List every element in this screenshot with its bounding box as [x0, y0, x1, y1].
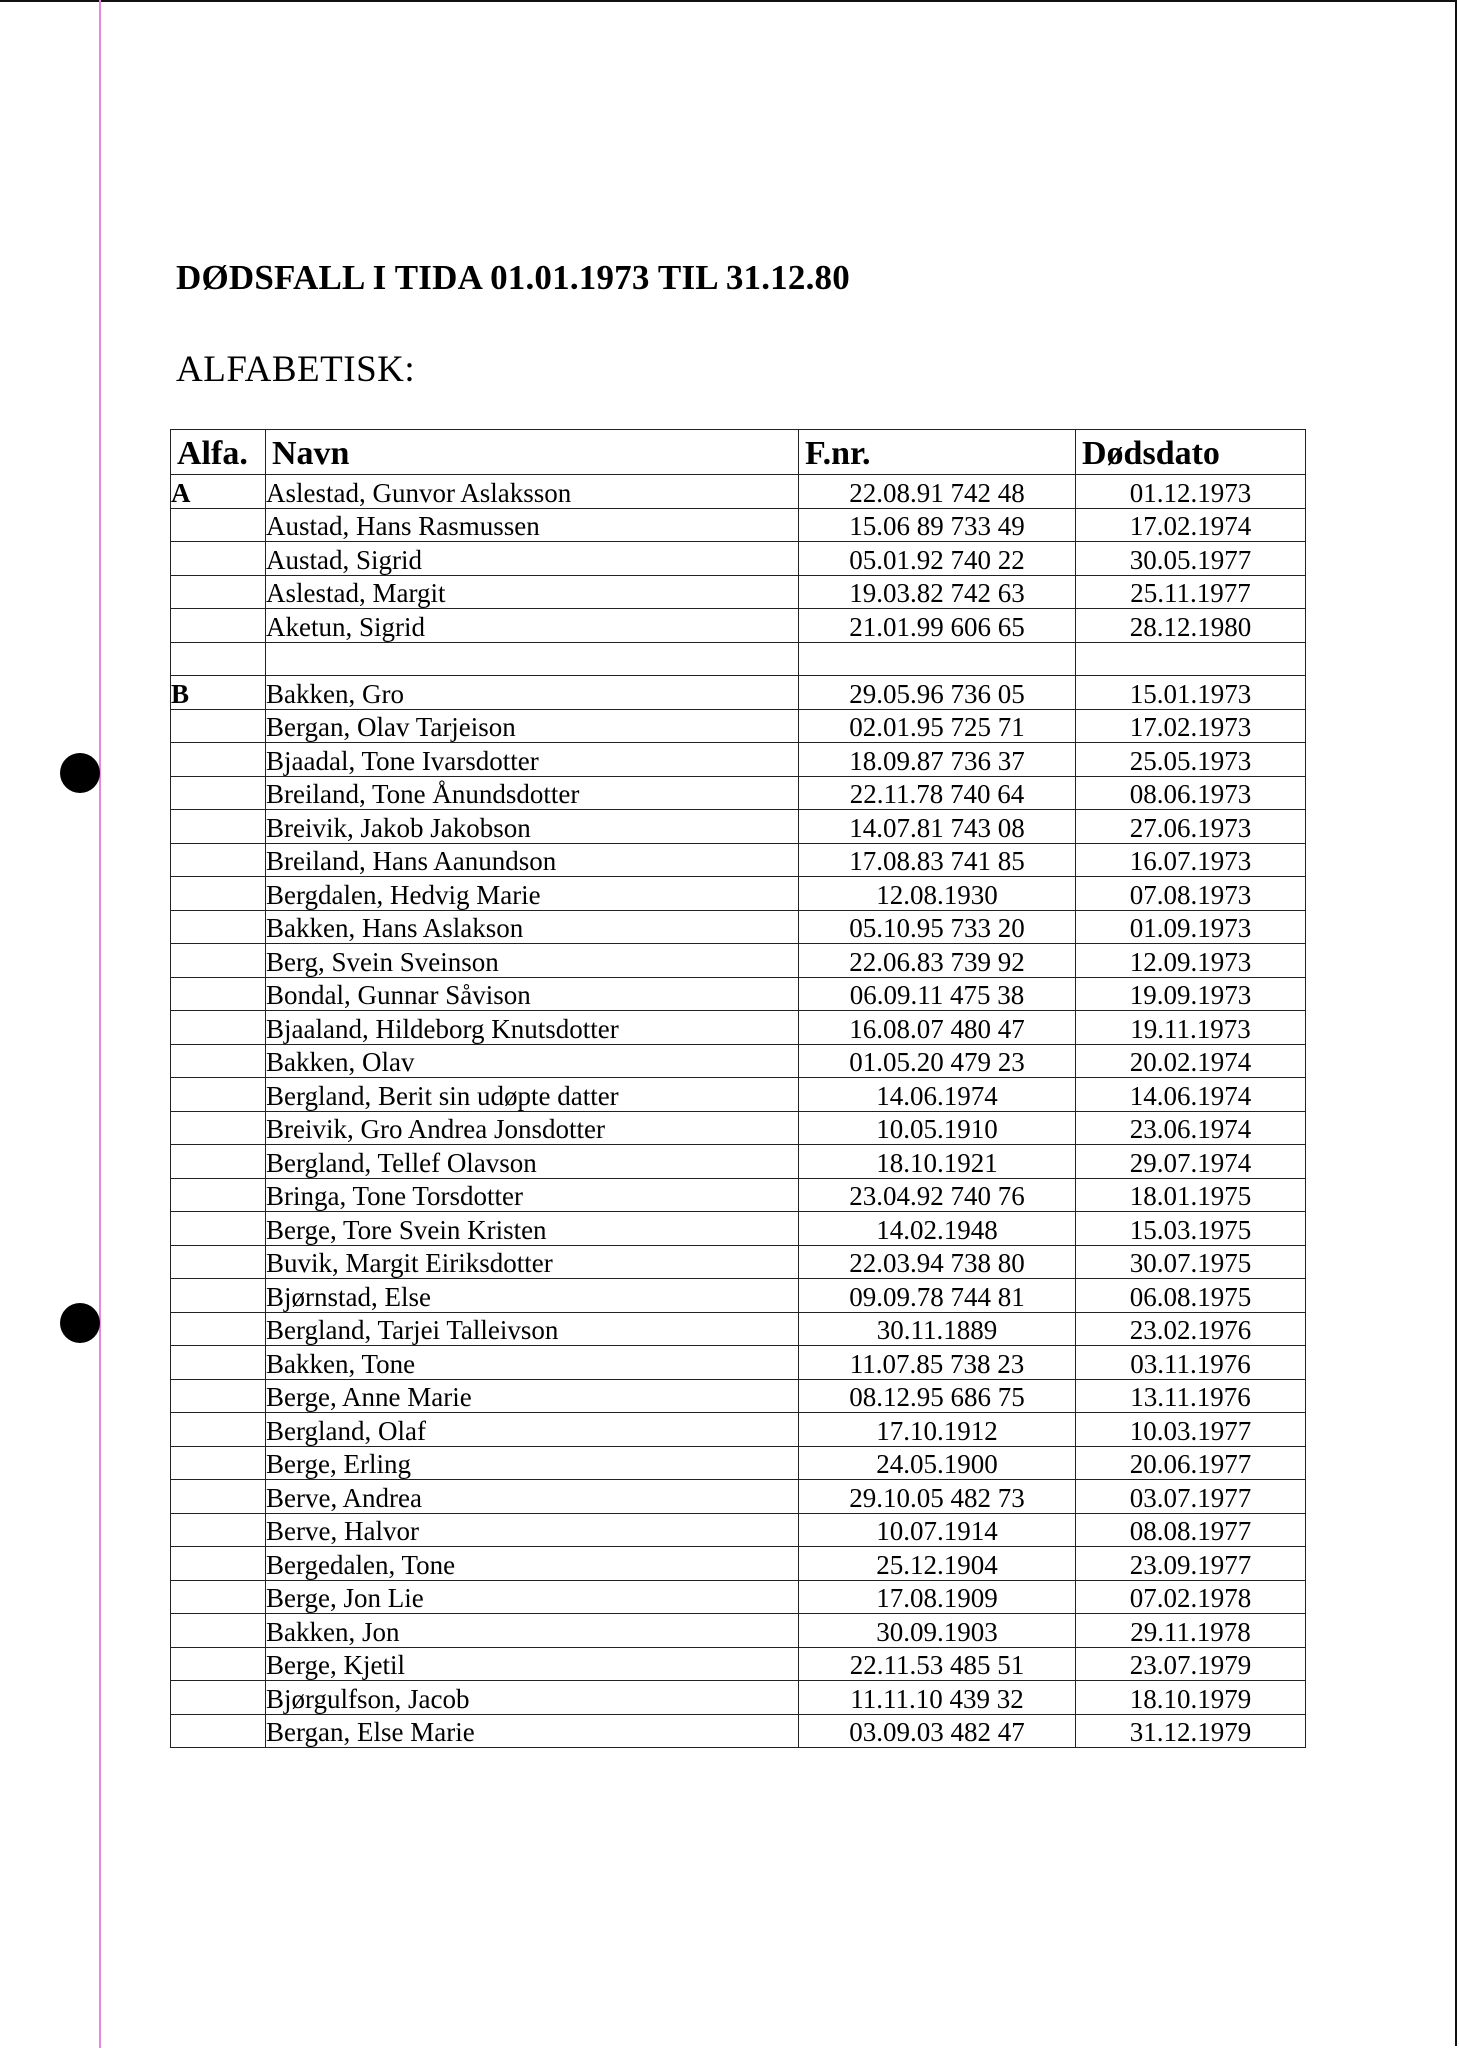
table-row	[171, 1145, 1306, 1179]
cell-alfa	[171, 1145, 266, 1179]
cell-fnr: 05.01.92 740 22	[799, 542, 1076, 576]
cell-alfa	[171, 1279, 266, 1313]
cell-alfa	[171, 1513, 266, 1547]
cell-dato: 19.09.1973	[1076, 977, 1306, 1011]
cell-alfa	[171, 1078, 266, 1112]
cell-navn: Berge, Erling	[266, 1446, 799, 1480]
table-row	[171, 1413, 1306, 1447]
margin-line	[99, 0, 101, 2048]
cell-fnr: 30.11.1889	[799, 1312, 1076, 1346]
cell-dato: 28.12.1980	[1076, 609, 1306, 643]
cell-fnr	[799, 642, 1076, 676]
cell-fnr: 22.03.94 738 80	[799, 1245, 1076, 1279]
cell-navn: Austad, Hans Rasmussen	[266, 508, 799, 542]
cell-alfa	[171, 1379, 266, 1413]
table-row	[171, 642, 1306, 676]
cell-fnr: 17.08.83 741 85	[799, 843, 1076, 877]
table-row	[171, 1446, 1306, 1480]
cell-dato: 08.08.1977	[1076, 1513, 1306, 1547]
cell-dato	[1076, 642, 1306, 676]
cell-fnr: 09.09.78 744 81	[799, 1279, 1076, 1313]
cell-dato: 18.10.1979	[1076, 1681, 1306, 1715]
table-row	[171, 843, 1306, 877]
cell-alfa	[171, 642, 266, 676]
death-register-table	[170, 429, 1306, 1748]
header-navn: Navn	[266, 430, 799, 475]
cell-navn: Berge, Kjetil	[266, 1647, 799, 1681]
cell-dato: 15.03.1975	[1076, 1212, 1306, 1246]
table-header-row	[171, 430, 1306, 475]
cell-alfa	[171, 709, 266, 743]
cell-alfa	[171, 977, 266, 1011]
cell-navn: Bjørnstad, Else	[266, 1279, 799, 1313]
cell-alfa	[171, 1044, 266, 1078]
table-row	[171, 810, 1306, 844]
table-row	[171, 1245, 1306, 1279]
cell-alfa	[171, 1580, 266, 1614]
cell-alfa	[171, 1245, 266, 1279]
cell-dato: 13.11.1976	[1076, 1379, 1306, 1413]
cell-navn: Bergland, Tellef Olavson	[266, 1145, 799, 1179]
table-row	[171, 910, 1306, 944]
cell-alfa	[171, 877, 266, 911]
cell-navn: Bjørgulfson, Jacob	[266, 1681, 799, 1715]
cell-fnr: 23.04.92 740 76	[799, 1178, 1076, 1212]
table-row	[171, 1212, 1306, 1246]
cell-fnr: 05.10.95 733 20	[799, 910, 1076, 944]
cell-fnr: 30.09.1903	[799, 1614, 1076, 1648]
cell-fnr: 12.08.1930	[799, 877, 1076, 911]
table-row	[171, 575, 1306, 609]
cell-fnr: 22.11.53 485 51	[799, 1647, 1076, 1681]
document-subtitle: ALFABETISK:	[176, 349, 416, 390]
table-row	[171, 1714, 1306, 1748]
table-row	[171, 1647, 1306, 1681]
cell-navn: Breiland, Tone Ånundsdotter	[266, 776, 799, 810]
cell-alfa: B	[171, 676, 266, 710]
cell-dato: 25.11.1977	[1076, 575, 1306, 609]
cell-navn: Breiland, Hans Aanundson	[266, 843, 799, 877]
cell-dato: 31.12.1979	[1076, 1714, 1306, 1748]
cell-navn: Bergan, Else Marie	[266, 1714, 799, 1748]
cell-navn: Bakken, Jon	[266, 1614, 799, 1648]
cell-dato: 18.01.1975	[1076, 1178, 1306, 1212]
cell-dato: 23.06.1974	[1076, 1111, 1306, 1145]
cell-alfa	[171, 1647, 266, 1681]
cell-navn: Berge, Jon Lie	[266, 1580, 799, 1614]
cell-navn: Bringa, Tone Torsdotter	[266, 1178, 799, 1212]
cell-alfa	[171, 1681, 266, 1715]
cell-alfa	[171, 1178, 266, 1212]
cell-fnr: 18.09.87 736 37	[799, 743, 1076, 777]
header-alfa: Alfa.	[171, 430, 266, 475]
table-row	[171, 944, 1306, 978]
cell-alfa	[171, 1212, 266, 1246]
cell-fnr: 14.06.1974	[799, 1078, 1076, 1112]
cell-dato: 20.06.1977	[1076, 1446, 1306, 1480]
cell-alfa	[171, 609, 266, 643]
cell-navn: Breivik, Gro Andrea Jonsdotter	[266, 1111, 799, 1145]
cell-fnr: 14.07.81 743 08	[799, 810, 1076, 844]
table-row	[171, 877, 1306, 911]
cell-alfa	[171, 542, 266, 576]
cell-alfa	[171, 1111, 266, 1145]
punch-hole	[60, 1303, 100, 1343]
cell-alfa	[171, 910, 266, 944]
cell-dato: 07.02.1978	[1076, 1580, 1306, 1614]
cell-fnr: 25.12.1904	[799, 1547, 1076, 1581]
cell-navn: Bergland, Berit sin udøpte datter	[266, 1078, 799, 1112]
cell-dato: 07.08.1973	[1076, 877, 1306, 911]
cell-dato: 03.07.1977	[1076, 1480, 1306, 1514]
cell-dato: 29.07.1974	[1076, 1145, 1306, 1179]
table-row	[171, 709, 1306, 743]
cell-alfa	[171, 575, 266, 609]
table-row	[171, 1111, 1306, 1145]
cell-navn: Bjaadal, Tone Ivarsdotter	[266, 743, 799, 777]
cell-fnr: 21.01.99 606 65	[799, 609, 1076, 643]
cell-fnr: 11.07.85 738 23	[799, 1346, 1076, 1380]
cell-alfa	[171, 743, 266, 777]
cell-navn: Bondal, Gunnar Såvison	[266, 977, 799, 1011]
cell-navn	[266, 642, 799, 676]
table-row	[171, 1078, 1306, 1112]
cell-fnr: 08.12.95 686 75	[799, 1379, 1076, 1413]
cell-navn: Bakken, Hans Aslakson	[266, 910, 799, 944]
cell-navn: Berg, Svein Sveinson	[266, 944, 799, 978]
document-title: DØDSFALL I TIDA 01.01.1973 TIL 31.12.80	[176, 258, 850, 297]
table-row	[171, 1379, 1306, 1413]
cell-dato: 14.06.1974	[1076, 1078, 1306, 1112]
cell-dato: 17.02.1973	[1076, 709, 1306, 743]
cell-dato: 25.05.1973	[1076, 743, 1306, 777]
cell-alfa	[171, 508, 266, 542]
cell-dato: 23.02.1976	[1076, 1312, 1306, 1346]
cell-navn: Bergland, Olaf	[266, 1413, 799, 1447]
table-row	[171, 1681, 1306, 1715]
cell-dato: 06.08.1975	[1076, 1279, 1306, 1313]
cell-fnr: 03.09.03 482 47	[799, 1714, 1076, 1748]
cell-fnr: 17.10.1912	[799, 1413, 1076, 1447]
cell-navn: Berve, Halvor	[266, 1513, 799, 1547]
cell-fnr: 19.03.82 742 63	[799, 575, 1076, 609]
table-row	[171, 1614, 1306, 1648]
cell-navn: Aketun, Sigrid	[266, 609, 799, 643]
cell-alfa	[171, 944, 266, 978]
cell-fnr: 06.09.11 475 38	[799, 977, 1076, 1011]
cell-dato: 30.07.1975	[1076, 1245, 1306, 1279]
cell-alfa	[171, 1346, 266, 1380]
cell-alfa	[171, 843, 266, 877]
table-row	[171, 1480, 1306, 1514]
cell-alfa	[171, 1480, 266, 1514]
table-row	[171, 1547, 1306, 1581]
cell-dato: 03.11.1976	[1076, 1346, 1306, 1380]
table-row	[171, 1312, 1306, 1346]
cell-navn: Bergan, Olav Tarjeison	[266, 709, 799, 743]
cell-dato: 01.12.1973	[1076, 475, 1306, 509]
table-row	[171, 542, 1306, 576]
cell-navn: Breivik, Jakob Jakobson	[266, 810, 799, 844]
cell-navn: Aslestad, Margit	[266, 575, 799, 609]
cell-alfa	[171, 1413, 266, 1447]
cell-dato: 16.07.1973	[1076, 843, 1306, 877]
cell-dato: 12.09.1973	[1076, 944, 1306, 978]
cell-navn: Austad, Sigrid	[266, 542, 799, 576]
header-dodsdato: Dødsdato	[1076, 430, 1306, 475]
cell-dato: 10.03.1977	[1076, 1413, 1306, 1447]
cell-navn: Bakken, Olav	[266, 1044, 799, 1078]
cell-navn: Bergland, Tarjei Talleivson	[266, 1312, 799, 1346]
cell-navn: Berve, Andrea	[266, 1480, 799, 1514]
punch-hole	[60, 753, 100, 793]
cell-dato: 15.01.1973	[1076, 676, 1306, 710]
cell-fnr: 10.05.1910	[799, 1111, 1076, 1145]
cell-dato: 19.11.1973	[1076, 1011, 1306, 1045]
cell-fnr: 29.10.05 482 73	[799, 1480, 1076, 1514]
cell-alfa	[171, 1614, 266, 1648]
cell-alfa	[171, 776, 266, 810]
cell-dato: 20.02.1974	[1076, 1044, 1306, 1078]
cell-navn: Berge, Tore Svein Kristen	[266, 1212, 799, 1246]
cell-fnr: 22.06.83 739 92	[799, 944, 1076, 978]
cell-fnr: 22.11.78 740 64	[799, 776, 1076, 810]
cell-navn: Bakken, Tone	[266, 1346, 799, 1380]
table-row	[171, 1044, 1306, 1078]
cell-fnr: 16.08.07 480 47	[799, 1011, 1076, 1045]
cell-fnr: 18.10.1921	[799, 1145, 1076, 1179]
table-row	[171, 1279, 1306, 1313]
cell-fnr: 11.11.10 439 32	[799, 1681, 1076, 1715]
cell-fnr: 29.05.96 736 05	[799, 676, 1076, 710]
table-row	[171, 977, 1306, 1011]
table-row	[171, 475, 1306, 509]
cell-dato: 27.06.1973	[1076, 810, 1306, 844]
cell-navn: Aslestad, Gunvor Aslaksson	[266, 475, 799, 509]
cell-dato: 17.02.1974	[1076, 508, 1306, 542]
table-row	[171, 743, 1306, 777]
cell-navn: Berge, Anne Marie	[266, 1379, 799, 1413]
cell-dato: 30.05.1977	[1076, 542, 1306, 576]
table-row	[171, 676, 1306, 710]
cell-dato: 08.06.1973	[1076, 776, 1306, 810]
cell-alfa: A	[171, 475, 266, 509]
cell-dato: 23.07.1979	[1076, 1647, 1306, 1681]
cell-navn: Buvik, Margit Eiriksdotter	[266, 1245, 799, 1279]
table-row	[171, 1580, 1306, 1614]
cell-fnr: 14.02.1948	[799, 1212, 1076, 1246]
cell-navn: Bergdalen, Hedvig Marie	[266, 877, 799, 911]
table-row	[171, 1513, 1306, 1547]
table-row	[171, 1011, 1306, 1045]
cell-fnr: 17.08.1909	[799, 1580, 1076, 1614]
cell-fnr: 22.08.91 742 48	[799, 475, 1076, 509]
table-body	[171, 475, 1306, 1748]
table-row	[171, 508, 1306, 542]
cell-alfa	[171, 810, 266, 844]
cell-navn: Bjaaland, Hildeborg Knutsdotter	[266, 1011, 799, 1045]
cell-dato: 23.09.1977	[1076, 1547, 1306, 1581]
cell-navn: Bergedalen, Tone	[266, 1547, 799, 1581]
cell-fnr: 10.07.1914	[799, 1513, 1076, 1547]
table-row	[171, 1346, 1306, 1380]
header-fnr: F.nr.	[799, 430, 1076, 475]
cell-alfa	[171, 1446, 266, 1480]
cell-dato: 01.09.1973	[1076, 910, 1306, 944]
table-row	[171, 609, 1306, 643]
cell-dato: 29.11.1978	[1076, 1614, 1306, 1648]
cell-alfa	[171, 1547, 266, 1581]
cell-navn: Bakken, Gro	[266, 676, 799, 710]
cell-alfa	[171, 1011, 266, 1045]
cell-alfa	[171, 1312, 266, 1346]
cell-alfa	[171, 1714, 266, 1748]
cell-fnr: 02.01.95 725 71	[799, 709, 1076, 743]
cell-fnr: 15.06 89 733 49	[799, 508, 1076, 542]
table-row	[171, 776, 1306, 810]
cell-fnr: 01.05.20 479 23	[799, 1044, 1076, 1078]
table-row	[171, 1178, 1306, 1212]
cell-fnr: 24.05.1900	[799, 1446, 1076, 1480]
